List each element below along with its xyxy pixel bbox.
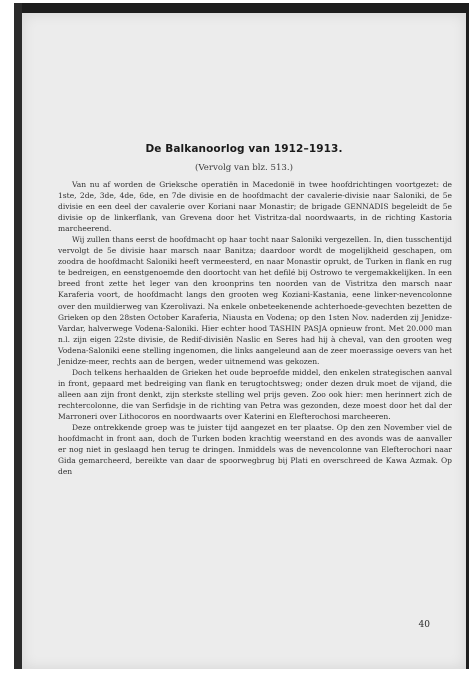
- article-body: [58, 179, 452, 477]
- page-number: 40: [418, 620, 430, 630]
- scan-border-top: [14, 3, 466, 13]
- paragraph-2: Wij zullen thans eerst de hoofdmacht op haar tocht naar Saloniki vergezellen. In, dien tusschentijd vervolgt de 5e divisie haar marsch naar Banitza; daardoor wordt de mogelijkheid geschapen, om zoodra de hoofdmacht Saloniki heeft vermeesterd, en naar Monastir oprukt, de Turken in flank en rug te bedreigen, en eenstgenoemde den doortocht van het defilé bij Ostrowo te vergemakkelijken. In een breed front zette het leger van den kroonprins ten noorden van de Vistritza den marsch naar Karaferia voort, de hoofdmacht langs den grooten weg Koziani-Kastania, eene linker-nevencolonne over den muildierweg van Kzerolivazi. Na enkele onbeteekenende achterhoede-gevechten bezetten de Grieken op den 28sten October Karaferia, Niausta en Vodena; op den 1sten Nov. naderden zij Jenidze-Vardar, halverwege Vodena-Saloniki. Hier echter hood TASHIN PASJA opnieuw front. Met 20.000 man n.l. zijn eigen 22ste divisie, de Redif-divisiën Naslic en Seres had hij à cheval, van den grooten weg Vodena-Saloniki eene stelling ingenomen, die links aangeleund aan de zeer moerassige oevers van het Jenidze-meer, rechts aan de bergen, weder uitnemend was gekozen.: [58, 235, 452, 366]
- paragraph-4: Deze ontrekkende groep was te juister tijd aangezet en ter plaatse. Op den zen November viel de hoofdmacht in front aan, doch de Turken boden krachtig weerstand en des avonds was de aanvaller er nog niet in geslaagd hen terug te dringen. Inmiddels was de nevencolonne van Elefterochori naar Gida gemarcheerd, bereikte van daar de spoorwegbrug bij Plati en overschreed de Kawa Azmak. Op den: [58, 423, 452, 477]
- article-subtitle: (Vervolg van blz. 513.): [195, 163, 293, 173]
- scan-border-left: [14, 3, 22, 669]
- paragraph-3: Doch telkens herhaalden de Grieken het oude beproefde middel, den enkelen strategischen aanval in front, gepaard met bedreiging van flank en terugtochtsweg; onder dezen druk moet de vijand, die alleen aan zijn front denkt, zijn sterkste stelling wel prijs geven. Zoo ook hier: men herinnert zich de rechtercolonne, die van Serfidsje in de richting van Petra was gezonden, deze moest door het dal der Marroneri over Lithocoros en noordwaarts over Katerini en Elefterochosi marcheeren.: [58, 367, 452, 421]
- article-title: De Balkanoorlog van 1912–1913.: [145, 143, 343, 155]
- paragraph-1: Van nu af worden de Grieksche operatiën in Macedonië in twee hoofdrichtingen voortgezet: de 1ste, 2de, 3de, 4de, 6de, en 7de divisie en de hoofdmacht der cavalerie-divisie naar Saloniki, de 5e divisie en een deel der cavalerie over Koriani naar Monastir; de brigade GENNADIS begeleidt de 5e divisie op de linkerflank, van Grevena door het Vistritza-dal noordwaarts, in de richting Kastoria marcheerend.: [58, 180, 452, 234]
- document-page: [22, 13, 466, 669]
